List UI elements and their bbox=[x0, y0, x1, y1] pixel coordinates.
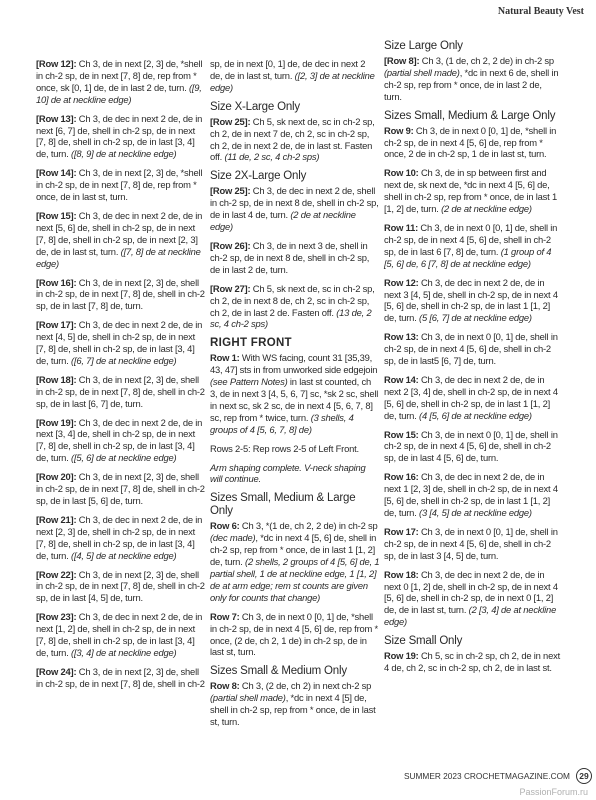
pattern-row: [Row 21]: Ch 3, de dec in next 2 de, de in next [2, 3] de, shell in ch-2 sp, de in next [7, 8] de, shell in ch-2 sp, de in last [3, 4] de, turn. ([4, 5] de at neckline edge) bbox=[36, 513, 203, 561]
footer-text: SUMMER 2023 CROCHETMAGAZINE.COM bbox=[404, 771, 570, 781]
pattern-row: [Row 20]: Ch 3, de in next [2, 3] de, shell in ch-2 sp, de in next [7, 8] de, shell in ch-2 sp, de in last [5, 6] de, turn. bbox=[36, 471, 205, 506]
size-heading: Sizes Small, Medium & Large Only bbox=[210, 492, 356, 518]
page-footer bbox=[404, 768, 592, 784]
size-heading: Sizes Small & Medium Only bbox=[210, 665, 347, 678]
column-1 bbox=[36, 58, 206, 697]
pattern-row: [Row 8]: Ch 3, (1 de, ch 2, 2 de) in ch-2 sp (partial shell made), *dc in next 6 de, shell in ch-2 sp, rep from * once, de in last 2 de, turn. bbox=[384, 55, 559, 102]
pattern-row: [Row 25]: Ch 5, sk next de, sc in ch-2 sp, ch 2, de in next 7 de, ch 2, sc in ch-2 sp, ch 2, de in next 2 de, de in last st. Fasten off. (11 de, 2 sc, 4 ch-2 sps) bbox=[210, 115, 375, 163]
pattern-row: Row 18: Ch 3, de dec in next 2 de, de in next 0 [1, 2] de, shell in ch-2 sp, de in next 4 [5, 6] de, shell in ch-2 sp, de in next 0 [1, 2] de, de in last st, turn. (2 [3, 4] de at neckline edge) bbox=[384, 568, 558, 628]
pattern-row: [Row 12]: Ch 3, de in next [2, 3] de, *shell in ch-2 sp, de in next [7, 8] de, rep from * once, sk [0, 1] de, de in last 2 de, turn. ([9, 10] de at neckline edge) bbox=[36, 58, 203, 105]
size-heading: Size X-Large Only bbox=[210, 100, 300, 113]
pattern-row: [Row 18]: Ch 3, de in next [2, 3] de, shell in ch-2 sp, de in next [7, 8] de, shell in ch-2 sp, de in last [6, 7] de, turn. bbox=[36, 373, 205, 409]
size-heading: Size Small Only bbox=[384, 635, 463, 648]
pattern-row: Row 7: Ch 3, de in next 0 [0, 1] de, *shell in ch-2 sp, de in next 4 [5, 6] de, rep from * once, (2 de, ch 2, 1 de) in ch-2 sp, de in last st, turn. bbox=[210, 610, 378, 658]
pattern-row: Row 6: Ch 3, *(1 de, ch 2, 2 de) in ch-2 sp (dec made), *dc in next 4 [5, 6] de, shell in ch-2 sp, rep from * once, de in last 1 [1, 2] de, turn. (2 shells, 2 groups of 4 [5, 6] de, 1 partial shell, 1 de at neckline edge, 1 [1, 2] de at arm edge; rem st counts are given only for counts that change) bbox=[210, 520, 380, 603]
pattern-row: Row 11: Ch 3, de in next 0 [0, 1] de, shell in ch-2 sp, de in next 4 [5, 6] de, shell in ch-2 sp, de in last 6 [7, 8] de, turn. (1 group of 4 [5, 6] de, 6 [7, 8] de at neckline edge) bbox=[384, 221, 558, 269]
size-heading: Size 2X-Large Only bbox=[210, 170, 307, 183]
pattern-row: [Row 15]: Ch 3, de dec in next 2 de, de in next [5, 6] de, shell in ch-2 sp, de in next [7, 8] de, shell in ch-2 sp, de in next [2, 3] de, de in last st, turn. ([7, 8] de at neckline edge) bbox=[36, 209, 203, 269]
pattern-row: [Row 25]: Ch 3, de dec in next 2 de, shell in ch-2 sp, de in next 8 de, shell in ch-2 sp, de in last 4 de, turn. (2 de at neckline edge) bbox=[210, 185, 379, 233]
pattern-row: Row 14: Ch 3, de dec in next 2 de, de in next 2 [3, 4] de, shell in ch-2 sp, de in next 4 [5, 6] de, shell in ch-2 sp, de in last 1 [1, 2] de, turn. (4 [5, 6] de at neckline edge) bbox=[384, 373, 558, 421]
pattern-row: [Row 24]: Ch 3, de in next [2, 3] de, shell in ch-2 sp, de in next [7, 8] de, shell in ch-2 bbox=[36, 665, 205, 689]
section-heading: RIGHT FRONT bbox=[210, 337, 292, 350]
running-header: Natural Beauty Vest bbox=[497, 6, 584, 17]
pattern-row: Rows 2-5: Rep rows 2-5 of Left Front. bbox=[210, 442, 359, 454]
pattern-row: Row 9: Ch 3, de in next 0 [0, 1] de, *shell in ch-2 sp, de in next 4 [5, 6] de, rep from * once, 2 de in ch-2 sp, 1 de in last st, turn. bbox=[384, 124, 557, 160]
watermark: PassionForum.ru bbox=[519, 787, 588, 797]
pattern-row: [Row 22]: Ch 3, de in next [2, 3] de, shell in ch-2 sp, de in next [7, 8] de, shell in ch-2 sp, de in last [4, 5] de, turn. bbox=[36, 568, 205, 604]
row-list bbox=[384, 125, 560, 629]
pattern-row: Row 8: Ch 3, (2 de, ch 2) in next ch-2 sp (partial shell made), *dc in next 4 [5] de, shell in ch-2 sp, rep from * once, de in last st, turn. bbox=[210, 680, 376, 728]
pattern-row: Row 10: Ch 3, de in sp between first and next de, sk next de, *dc in next 4 [5, 6] de, shell in ch-2 sp, rep from * once, de in last 1 [1, 2] de, turn. (2 de at neckline edge) bbox=[384, 167, 557, 215]
pattern-row: [Row 19]: Ch 3, de dec in next 2 de, de in next [3, 4] de, shell in ch-2 sp, de in next [7, 8] de, shell in ch-2 sp, de in last [3, 4] de, turn. ([5, 6] de at neckline edge) bbox=[36, 416, 203, 464]
pattern-row: [Row 23]: Ch 3, de dec in next 2 de, de in next [1, 2] de, shell in ch-2 sp, de in next [7, 8] de, shell in ch-2 sp, de in last [3, 4] de, turn. ([3, 4] de at neckline edge) bbox=[36, 611, 203, 658]
column-2 bbox=[210, 58, 380, 735]
row-24-continued: sp, de in next [0, 1] de, de dec in next 2 de, de in last st, turn. ([2, 3] de at neckline edge) bbox=[210, 58, 375, 93]
column-3 bbox=[384, 36, 560, 681]
pattern-row: [Row 17]: Ch 3, de dec in next 2 de, de in next [4, 5] de, shell in ch-2 sp, de in next [7, 8] de, shell in ch-2 sp, de in last [3, 4] de, turn. ([6, 7] de at neckline edge) bbox=[36, 319, 203, 366]
page-number: 29 bbox=[576, 768, 592, 784]
size-heading: Sizes Small, Medium & Large Only bbox=[384, 109, 556, 122]
pattern-row: [Row 26]: Ch 3, de in next 3 de, shell in ch-2 sp, de in next 8 de, shell in ch-2 sp, de in last 2 de, turn. bbox=[210, 239, 370, 275]
note: Arm shaping complete. V-neck shaping will continue. bbox=[210, 461, 366, 485]
pattern-row: Row 16: Ch 3, de dec in next 2 de, de in next 1 [2, 3] de, shell in ch-2 sp, de in next 4 [5, 6] de, shell in ch-2 sp, de in last 1 [1, 2] de, turn. (3 [4, 5] de at neckline edge) bbox=[384, 471, 558, 518]
pattern-row: [Row 27]: Ch 5, sk next de, sc in ch-2 sp, ch 2, de in next 8 de, ch 2, sc in ch-2 sp, ch 2, de in last 2 de. Fasten off. (13 de, 2 sc, 4 ch-2 sps) bbox=[210, 282, 375, 330]
pattern-row: Row 13: Ch 3, de in next 0 [0, 1] de, shell in ch-2 sp, de in next 4 [5, 6] de, shell in ch-2 sp, de in last5 [6, 7] de, turn. bbox=[384, 331, 558, 367]
pattern-row: Row 1: With WS facing, count 31 [35,39, 43, 47] sts in from unworked side edgejoin (see Pattern Notes) in last st counted, ch 3, de in next 3 [4, 5, 6, 7] sc, *sk 2 sc, shell in next sc, sk 2 sc, de in next 4 [5, 6, 7, 8] sc, rep from * twice, turn. (3 shells, 4 groups of 4 [5, 6, 7, 8] de) bbox=[210, 352, 379, 435]
size-heading: Size Large Only bbox=[384, 40, 463, 52]
pattern-row: [Row 14]: Ch 3, de in next [2, 3] de, *shell in ch-2 sp, de in next [7, 8] de, rep from * once, de in last st, turn. bbox=[36, 167, 203, 203]
pattern-row: [Row 16]: Ch 3, de in next [2, 3] de, shell in ch-2 sp, de in next [7, 8] de, shell in ch-2 sp, de in last [7, 8] de, turn. bbox=[36, 276, 205, 312]
pattern-row: Row 19: Ch 5, sc in ch-2 sp, ch 2, de in next 4 de, ch 2, sc in ch-2 sp, ch 2, de in last st. bbox=[384, 650, 560, 674]
pattern-row: Row 15: Ch 3, de in next 0 [0, 1] de, shell in ch-2 sp, de in next 4 [5, 6] de, shell in ch-2 sp, de in last 4 [5, 6] de, turn. bbox=[384, 428, 558, 464]
pattern-row: Row 12: Ch 3, de dec in next 2 de, de in next 3 [4, 5] de, shell in ch-2 sp, de in next 4 [5, 6] de, shell in ch-2 sp, de in last 1 [1, 2] de, turn. (5 [6, 7] de at neckline edge) bbox=[384, 276, 558, 324]
pattern-row: [Row 13]: Ch 3, de dec in next 2 de, de in next [6, 7] de, shell in ch-2 sp, de in next [7, 8] de, shell in ch-2 sp, de in last [3, 4] de, turn. ([8, 9] de at neckline edge) bbox=[36, 112, 203, 160]
pattern-row: Row 17: Ch 3, de in next 0 [0, 1] de, shell in ch-2 sp, de in next 4 [5, 6] de, shell in ch-2 sp, de in last 3 [4, 5] de, turn. bbox=[384, 525, 558, 561]
